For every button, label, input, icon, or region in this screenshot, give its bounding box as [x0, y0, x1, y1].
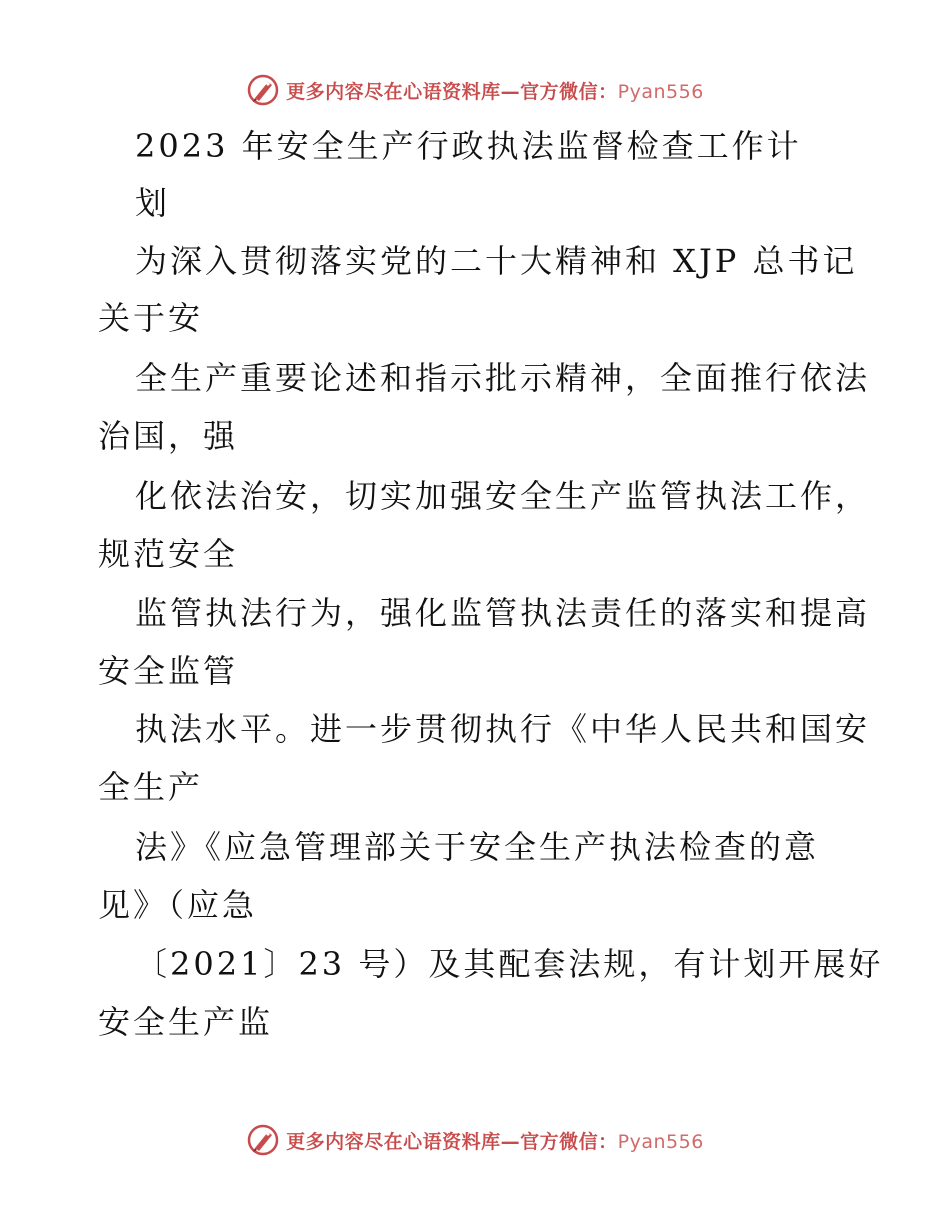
doc-title-line-2: 划	[135, 184, 171, 222]
pen-nib-logo-icon	[246, 73, 280, 107]
doc-paragraph-line: 安全生产监	[98, 1003, 274, 1041]
doc-title-line-1: 2023 年安全生产行政执法监督检查工作计	[135, 127, 802, 165]
footer-watermark	[0, 1120, 950, 1160]
doc-paragraph-line: 为深入贯彻落实党的二十大精神和 XJP 总书记	[135, 242, 858, 280]
doc-paragraph-line: 法》《应急管理部关于安全生产执法检查的意	[135, 828, 820, 866]
doc-paragraph-line: 监管执法行为，强化监管执法责任的落实和提高	[135, 594, 871, 632]
pen-nib-logo-icon	[246, 1123, 280, 1157]
doc-paragraph-line: 执法水平。进一步贯彻执行《中华人民共和国安	[135, 710, 871, 748]
doc-paragraph-line: 全生产	[98, 768, 204, 806]
doc-paragraph-line: 关于安	[98, 299, 204, 337]
doc-paragraph-line: 安全监管	[98, 652, 239, 690]
doc-paragraph-line: 见》（应急	[98, 886, 258, 924]
watermark-text: 更多内容尽在心语资料库—官方微信：Pyan556	[286, 1130, 704, 1153]
doc-paragraph-line: 全生产重要论述和指示批示精神，全面推行依法	[135, 359, 871, 397]
watermark-wechat-id: Pyan556	[617, 1130, 704, 1153]
doc-paragraph-line: 化依法治安，切实加强安全生产监管执法工作，	[135, 477, 871, 515]
doc-paragraph-line: 〔2021〕23 号）及其配套法规，有计划开展好	[135, 945, 884, 983]
watermark-wechat-id: Pyan556	[617, 80, 704, 103]
doc-paragraph-line: 规范安全	[98, 535, 239, 573]
header-watermark	[0, 70, 950, 110]
doc-paragraph-line: 治国，强	[98, 417, 239, 455]
watermark-text: 更多内容尽在心语资料库—官方微信：Pyan556	[286, 80, 704, 103]
